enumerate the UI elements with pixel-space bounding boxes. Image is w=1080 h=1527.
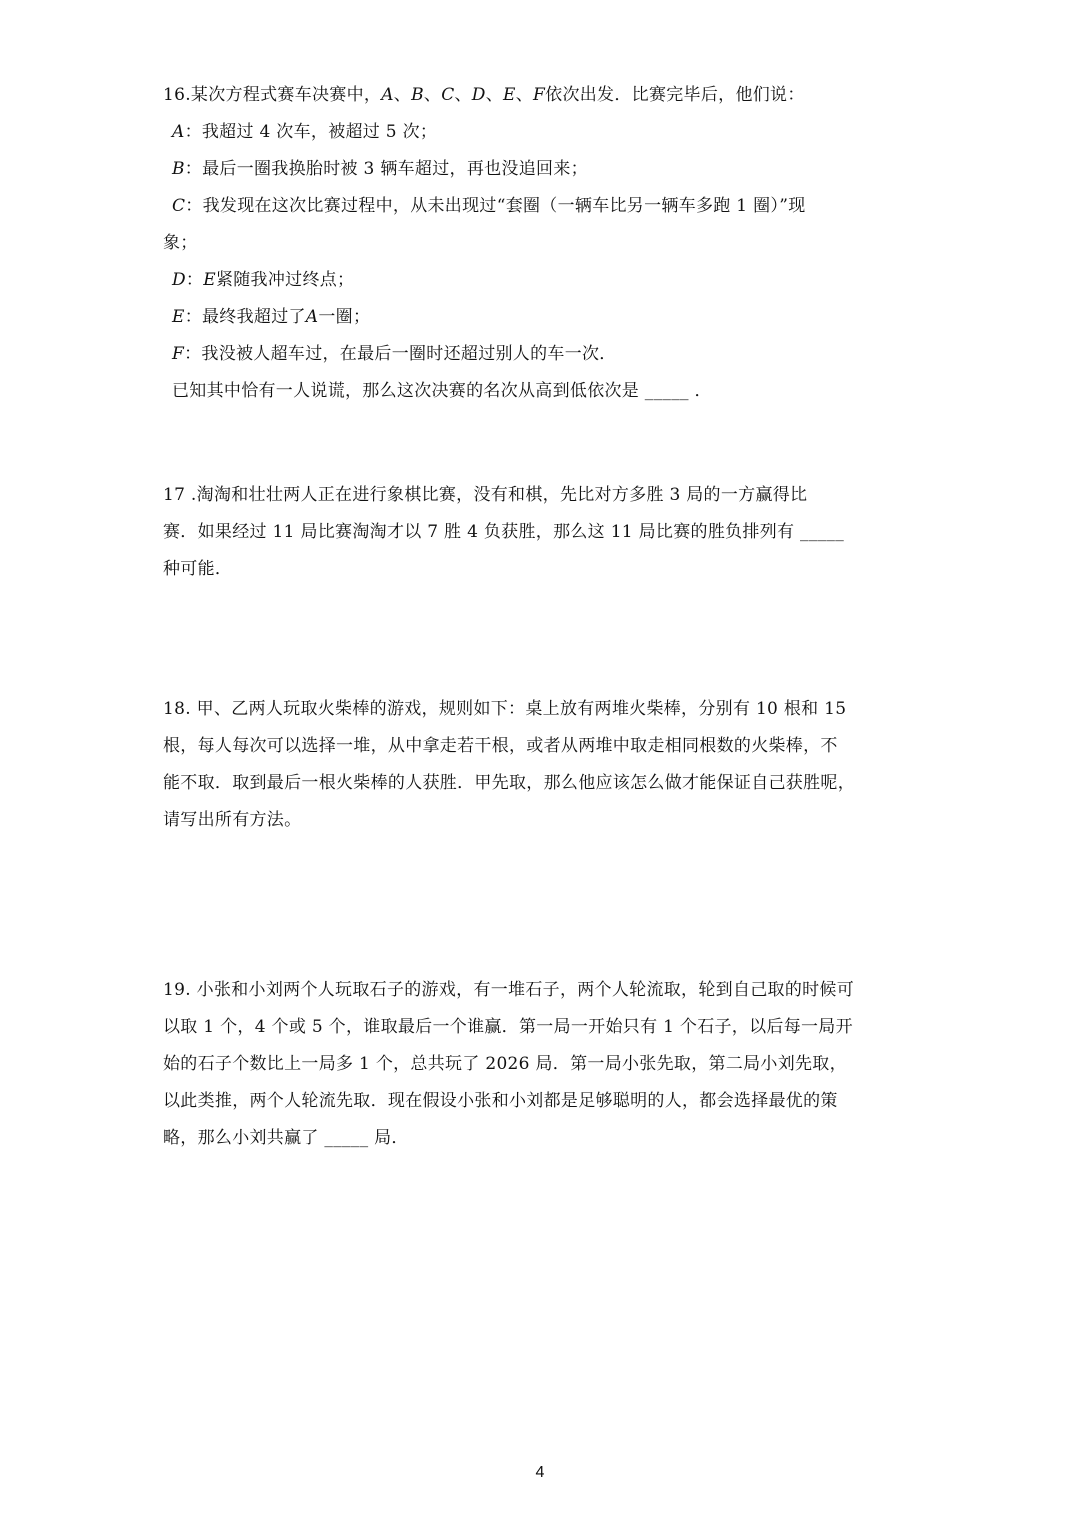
problem-16-line-4: 𝐶：我发现在这次比赛过程中，从未出现过“套圈（一辆车比另一辆车多跑 1 圈）”现: [172, 196, 806, 216]
problem-16-line-3: 𝐵：最后一圈我换胎时被 3 辆车超过，再也没追回来；: [172, 159, 588, 179]
problem-18-line-3: 能不取．取到最后一根火柴棒的人获胜．甲先取，那么他应该怎么做才能保证自己获胜呢，: [163, 773, 855, 793]
problem-19-line-3: 始的石子个数比上一局多 1 个，总共玩了 2026 局．第一局小张先取，第二局小刘先取，: [163, 1054, 847, 1074]
problem-16-line-7: 𝐸：最终我超过了𝐴一圈；: [172, 307, 371, 327]
problem-17-line-3: 种可能．: [163, 559, 233, 579]
problem-19-line-4: 以此类推，两个人轮流先取．现在假设小张和小刘都是足够聪明的人，都会选择最优的策: [163, 1091, 838, 1111]
problem-17-line-2: 赛．如果经过 11 局比赛淘淘才以 7 胜 4 负获胜，那么这 11 局比赛的胜负排列有 _____: [163, 522, 845, 542]
problem-18-line-1: 18. 甲、乙两人玩取火柴棒的游戏，规则如下：桌上放有两堆火柴棒，分别有 10 根和 15: [163, 699, 847, 719]
problem-16-line-6: 𝐷：𝐸紧随我冲过终点；: [172, 270, 355, 290]
problem-19-line-1: 19. 小张和小刘两个人玩取石子的游戏，有一堆石子，两个人轮流取，轮到自己取的时候可: [163, 980, 855, 1000]
page-number: 4: [535, 1464, 545, 1481]
problem-16-line-8: 𝐹：我没被人超车过，在最后一圈时还超过别人的车一次．: [172, 344, 617, 364]
problem-16-line-1: 16.某次方程式赛车决赛中，𝐴、𝐵、𝐶、𝐷、𝐸、𝐹依次出发．比赛完毕后，他们说：: [163, 85, 805, 105]
problem-19-line-2: 以取 1 个，4 个或 5 个，谁取最后一个谁赢．第一局一开始只有 1 个石子，以后每一局开: [163, 1017, 853, 1037]
problem-16-line-2: 𝐴：我超过 4 次车，被超过 5 次；: [172, 122, 438, 142]
problem-18-line-2: 根，每人每次可以选择一堆，从中拿走若干根，或者从两堆中取走相同根数的火柴棒，不: [163, 736, 838, 756]
problem-16-line-5: 象；: [163, 233, 198, 253]
problem-18-line-4: 请写出所有方法。: [163, 810, 302, 830]
problem-17-line-1: 17 .淘淘和壮壮两人正在进行象棋比赛，没有和棋，先比对方多胜 3 局的一方赢得比: [163, 485, 808, 505]
problem-19-line-5: 略，那么小刘共赢了 _____ 局．: [163, 1128, 409, 1148]
problem-16-line-9: 已知其中恰有一人说谎，那么这次决赛的名次从高到低依次是 _____ ．: [172, 381, 712, 401]
